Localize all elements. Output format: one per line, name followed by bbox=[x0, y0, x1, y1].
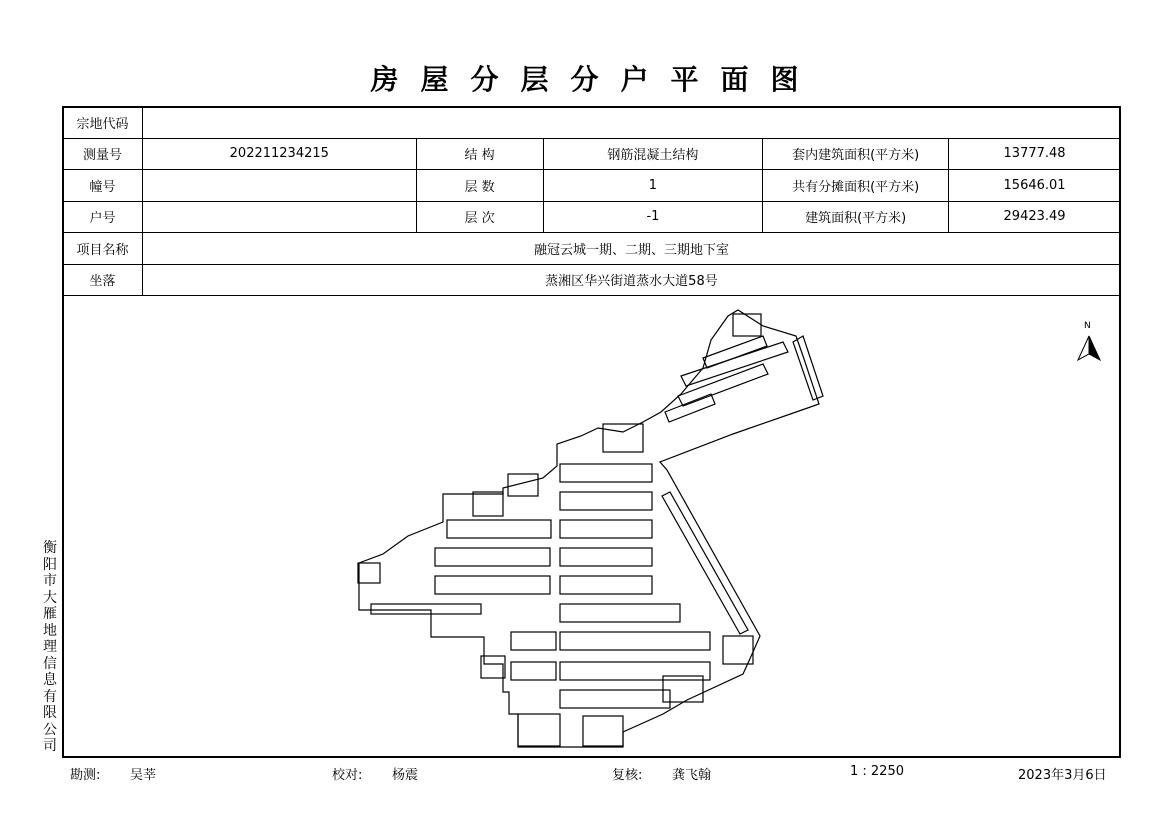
stall-row bbox=[560, 604, 680, 622]
plan-outline bbox=[359, 310, 819, 747]
stall-row bbox=[665, 394, 715, 422]
stall-row bbox=[560, 662, 710, 680]
building-block bbox=[508, 474, 538, 496]
stall-row bbox=[435, 548, 550, 566]
drawing-date: 2023年3月6日 bbox=[1018, 768, 1107, 783]
structure-label: 结 构 bbox=[416, 138, 543, 170]
checker-name: 杨震 bbox=[392, 768, 419, 783]
unit-label: 户号 bbox=[63, 201, 143, 233]
row-parcel-code bbox=[63, 107, 1121, 139]
stall-row bbox=[511, 662, 556, 680]
stall-row bbox=[560, 632, 710, 650]
total-area-label: 建筑面积(平方米) bbox=[763, 201, 949, 233]
row-unit bbox=[63, 201, 1121, 233]
page-title: 房屋分层分户平面图 bbox=[370, 63, 821, 96]
row-location bbox=[63, 264, 1121, 296]
stall-row bbox=[511, 632, 556, 650]
unit-value bbox=[142, 201, 416, 233]
floor-plan bbox=[63, 296, 1120, 757]
project-value: 融冠云城一期、二期、三期地下室 bbox=[142, 233, 1120, 265]
survey-no-label: 测量号 bbox=[63, 138, 143, 170]
inner-area-value: 13777.48 bbox=[949, 138, 1121, 170]
row-survey bbox=[63, 138, 1121, 170]
building-block bbox=[358, 563, 380, 583]
structure-value: 钢筋混凝土结构 bbox=[543, 138, 763, 170]
project-label: 项目名称 bbox=[63, 233, 143, 265]
building-block bbox=[723, 636, 753, 664]
stall-row bbox=[560, 520, 652, 538]
total-area-value: 29423.49 bbox=[949, 201, 1121, 233]
stall-row bbox=[560, 492, 652, 510]
building-block bbox=[473, 492, 503, 516]
stall-row bbox=[681, 342, 788, 386]
stall-row bbox=[560, 464, 652, 482]
company-name: 衡阳市大雁地理信息有限公司 bbox=[43, 540, 57, 754]
inner-area-label: 套内建筑面积(平方米) bbox=[763, 138, 949, 170]
survey-no-value: 202211234215 bbox=[142, 138, 416, 170]
stall-row bbox=[793, 336, 823, 400]
north-label: N bbox=[1084, 321, 1091, 331]
stall-row bbox=[560, 576, 652, 594]
scale-value: 1 : 2250 bbox=[850, 764, 904, 779]
info-table bbox=[62, 106, 1121, 296]
stall-row bbox=[371, 604, 481, 614]
shared-area-label: 共有分摊面积(平方米) bbox=[763, 170, 949, 202]
north-arrow-icon bbox=[1078, 321, 1100, 360]
checker-label: 校对: bbox=[332, 768, 363, 783]
row-project bbox=[63, 233, 1121, 265]
floors-value: 1 bbox=[543, 170, 763, 202]
stall-row bbox=[560, 548, 652, 566]
stall-row bbox=[435, 576, 550, 594]
stall-row bbox=[560, 690, 670, 708]
parcel-code-label: 宗地代码 bbox=[63, 107, 143, 139]
parcel-code-value bbox=[142, 107, 1120, 139]
location-value: 蒸湘区华兴街道蒸水大道58号 bbox=[142, 264, 1120, 296]
building-block bbox=[518, 714, 560, 746]
building-value bbox=[142, 170, 416, 202]
stall-row bbox=[447, 520, 551, 538]
surveyor-label: 勘测: bbox=[70, 768, 101, 783]
building-block bbox=[733, 314, 761, 336]
surveyor-name: 吴莘 bbox=[130, 768, 157, 783]
stall-row bbox=[662, 492, 748, 634]
building-label: 幢号 bbox=[63, 170, 143, 202]
stall-row bbox=[703, 336, 767, 368]
reviewer-label: 复核: bbox=[612, 768, 643, 783]
location-label: 坐落 bbox=[63, 264, 143, 296]
stall-row bbox=[678, 364, 768, 406]
shared-area-value: 15646.01 bbox=[949, 170, 1121, 202]
floors-label: 层 数 bbox=[416, 170, 543, 202]
floor-level-value: -1 bbox=[543, 201, 763, 233]
building-block bbox=[603, 424, 643, 452]
building-block bbox=[583, 716, 623, 746]
row-building bbox=[63, 170, 1121, 202]
reviewer-name: 龚飞翰 bbox=[672, 768, 712, 783]
floor-level-label: 层 次 bbox=[416, 201, 543, 233]
